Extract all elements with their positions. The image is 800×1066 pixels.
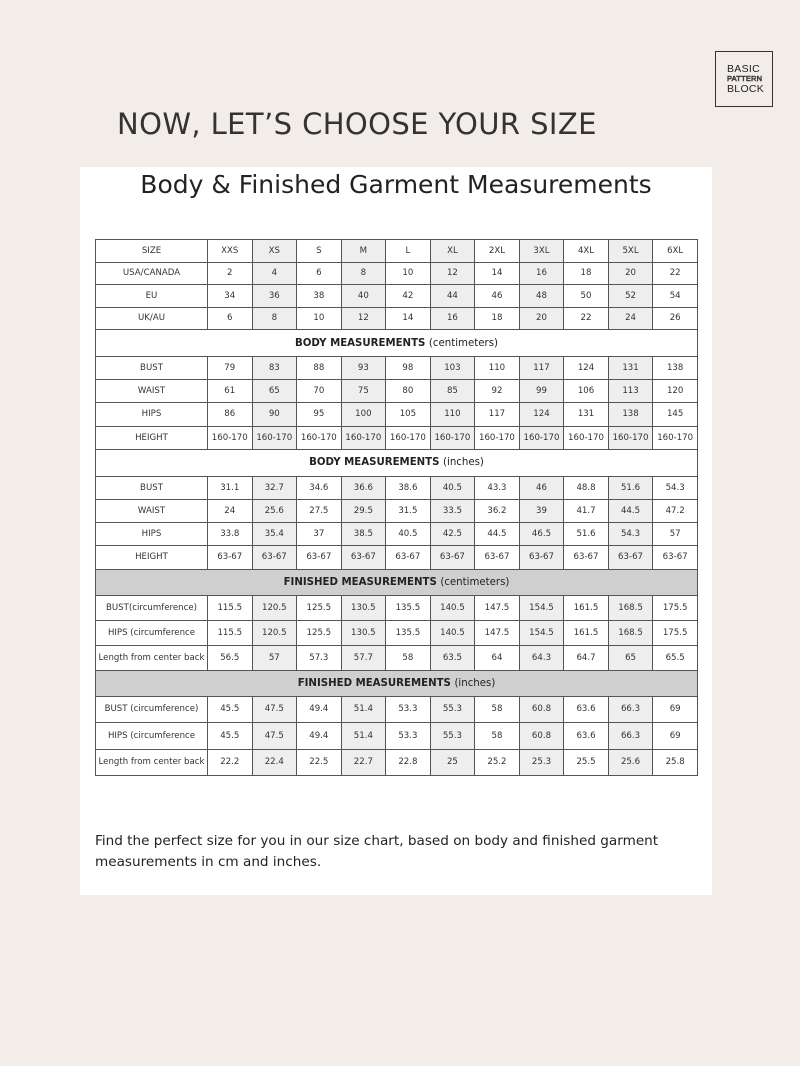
value-cell: 31.5 [386,499,431,522]
value-cell: 61 [208,380,253,403]
value-cell: 44.5 [475,523,520,546]
card-title: Body & Finished Garment Measurements [140,170,652,199]
row-label-cell: HIPS [96,523,208,546]
row-label-cell: SIZE [96,240,208,263]
value-cell: 93 [341,357,386,380]
value-cell: XXS [208,240,253,263]
value-cell: 47.2 [653,499,698,522]
value-cell: 135.5 [386,620,431,645]
value-cell: 100 [341,403,386,426]
value-cell: 42 [386,285,431,308]
value-cell: 57 [252,645,297,670]
value-cell: 85 [430,380,475,403]
value-cell: XS [252,240,297,263]
value-cell: 10 [297,307,342,330]
value-cell: 57.7 [341,645,386,670]
logo-line-2: PATTERN [727,74,763,84]
value-cell: 140.5 [430,595,475,620]
value-cell: 47.5 [252,723,297,750]
value-cell: 160-170 [653,426,698,449]
value-cell: 125.5 [297,595,342,620]
value-cell: 124 [564,357,609,380]
section-header [96,330,698,357]
value-cell: 58 [475,723,520,750]
value-cell: 63-67 [475,546,520,569]
section-unit: (inches) [454,677,496,689]
value-cell: 88 [297,357,342,380]
value-cell: 64 [475,645,520,670]
measurement-row [96,723,698,750]
value-cell: 86 [208,403,253,426]
value-cell: 3XL [519,240,564,263]
value-cell: 49.4 [297,696,342,723]
value-cell: 45.5 [208,723,253,750]
value-cell: 65 [608,645,653,670]
value-cell: 2 [208,262,253,285]
value-cell: 60.8 [519,696,564,723]
value-cell: 57 [653,523,698,546]
row-label-cell: BUST (circumference) [96,696,208,723]
measurement-row [96,476,698,499]
value-cell: 175.5 [653,620,698,645]
section-header [96,569,698,595]
value-cell: S [297,240,342,263]
section-unit: (centimeters) [440,576,510,588]
value-cell: 25 [430,749,475,776]
value-cell: 16 [519,262,564,285]
value-cell: 22 [564,307,609,330]
value-cell: 48 [519,285,564,308]
value-cell: 63-67 [341,546,386,569]
value-cell: 64.3 [519,645,564,670]
value-cell: 32.7 [252,476,297,499]
value-cell: 54.3 [608,523,653,546]
value-cell: 44 [430,285,475,308]
value-cell: 92 [475,380,520,403]
value-cell: 22 [653,262,698,285]
value-cell: 63-67 [519,546,564,569]
value-cell: 29.5 [341,499,386,522]
value-cell: 69 [653,723,698,750]
value-cell: XL [430,240,475,263]
value-cell: 120 [653,380,698,403]
row-label-cell: WAIST [96,499,208,522]
value-cell: 160-170 [297,426,342,449]
value-cell: 57.3 [297,645,342,670]
value-cell: 12 [341,307,386,330]
value-cell: 63-67 [252,546,297,569]
value-cell: 131 [564,403,609,426]
value-cell: 56.5 [208,645,253,670]
footer-description: Find the perfect size for you in our size chart, based on body and finished garment measurements in cm and inches. [95,833,659,870]
value-cell: 51.6 [564,523,609,546]
row-label-cell: HIPS (circumference [96,620,208,645]
measurement-row [96,595,698,620]
value-cell: 54 [653,285,698,308]
size-table-wrap [95,239,698,776]
section-title: BODY MEASUREMENTS [295,337,426,349]
measurement-row [96,403,698,426]
size-chart-card [80,167,712,895]
row-label-cell: HIPS [96,403,208,426]
measurement-row [96,523,698,546]
value-cell: 6 [208,307,253,330]
value-cell: 46 [475,285,520,308]
value-cell: 125.5 [297,620,342,645]
measurement-row [96,546,698,569]
value-cell: 36 [252,285,297,308]
value-cell: M [341,240,386,263]
section-title: FINISHED MEASUREMENTS [297,677,451,689]
row-label-cell: Length from center back [96,749,208,776]
value-cell: 40 [341,285,386,308]
value-cell: 63-67 [608,546,653,569]
value-cell: 48.8 [564,476,609,499]
measurement-row [96,645,698,670]
value-cell: 63-67 [386,546,431,569]
value-cell: 147.5 [475,620,520,645]
measurement-row [96,499,698,522]
value-cell: 51.4 [341,696,386,723]
value-cell: 110 [430,403,475,426]
value-cell: 31.1 [208,476,253,499]
value-cell: 38.5 [341,523,386,546]
value-cell: 53.3 [386,696,431,723]
value-cell: 20 [608,262,653,285]
value-cell: 34.6 [297,476,342,499]
value-cell: 39 [519,499,564,522]
value-cell: 117 [475,403,520,426]
value-cell: 25.5 [564,749,609,776]
value-cell: 131 [608,357,653,380]
brand-logo [715,51,773,107]
row-label-cell: HIPS (circumference [96,723,208,750]
value-cell: 49.4 [297,723,342,750]
page-headline: NOW, LET’S CHOOSE YOUR SIZE [117,107,597,141]
measurement-row [96,380,698,403]
value-cell: 115.5 [208,595,253,620]
row-label-cell: BUST [96,357,208,380]
value-cell: 16 [430,307,475,330]
section-unit: (inches) [443,457,484,469]
value-cell: 25.6 [608,749,653,776]
value-cell: 24 [208,499,253,522]
value-cell: 110 [475,357,520,380]
logo-line-1: BASIC [727,62,761,75]
value-cell: 160-170 [208,426,253,449]
value-cell: 160-170 [430,426,475,449]
value-cell: 55.3 [430,723,475,750]
value-cell: 75 [341,380,386,403]
row-label-cell: USA/CANADA [96,262,208,285]
value-cell: 53.3 [386,723,431,750]
value-cell: 12 [430,262,475,285]
value-cell: 2XL [475,240,520,263]
value-cell: 5XL [608,240,653,263]
value-cell: 38.6 [386,476,431,499]
value-cell: 4 [252,262,297,285]
value-cell: 117 [519,357,564,380]
value-cell: 160-170 [252,426,297,449]
value-cell: 22.2 [208,749,253,776]
value-cell: 99 [519,380,564,403]
value-cell: 161.5 [564,595,609,620]
value-cell: 37 [297,523,342,546]
value-cell: 63.6 [564,723,609,750]
value-cell: 138 [653,357,698,380]
value-cell: 69 [653,696,698,723]
value-cell: 154.5 [519,620,564,645]
section-header-row [96,670,698,696]
measurement-row [96,357,698,380]
value-cell: 66.3 [608,723,653,750]
value-cell: 140.5 [430,620,475,645]
value-cell: 115.5 [208,620,253,645]
row-label-cell: EU [96,285,208,308]
section-title: FINISHED MEASUREMENTS [283,576,437,588]
value-cell: 36.2 [475,499,520,522]
value-cell: 83 [252,357,297,380]
value-cell: 147.5 [475,595,520,620]
value-cell: 70 [297,380,342,403]
section-unit: (centimeters) [428,337,498,349]
value-cell: 168.5 [608,620,653,645]
value-cell: 63.5 [430,645,475,670]
value-cell: 161.5 [564,620,609,645]
value-cell: 8 [252,307,297,330]
row-label-cell: BUST(circumference) [96,595,208,620]
value-cell: 55.3 [430,696,475,723]
value-cell: 18 [564,262,609,285]
value-cell: 22.8 [386,749,431,776]
value-cell: 63-67 [208,546,253,569]
value-cell: 22.4 [252,749,297,776]
value-cell: 168.5 [608,595,653,620]
value-cell: 130.5 [341,595,386,620]
value-cell: 25.8 [653,749,698,776]
value-cell: 130.5 [341,620,386,645]
row-label-cell: BUST [96,476,208,499]
logo-line-3: BLOCK [727,82,765,95]
section-header-row [96,449,698,476]
value-cell: 120.5 [252,620,297,645]
value-cell: 54.3 [653,476,698,499]
value-cell: 42.5 [430,523,475,546]
value-cell: 160-170 [475,426,520,449]
value-cell: 63.6 [564,696,609,723]
row-label-cell: Length from center back [96,645,208,670]
value-cell: 26 [653,307,698,330]
value-cell: 79 [208,357,253,380]
value-cell: 41.7 [564,499,609,522]
value-cell: 64.7 [564,645,609,670]
value-cell: 63-67 [297,546,342,569]
value-cell: 65.5 [653,645,698,670]
value-cell: 160-170 [341,426,386,449]
value-cell: 98 [386,357,431,380]
value-cell: 50 [564,285,609,308]
value-cell: 113 [608,380,653,403]
value-cell: 46.5 [519,523,564,546]
value-cell: 25.2 [475,749,520,776]
value-cell: 47.5 [252,696,297,723]
value-cell: 124 [519,403,564,426]
value-cell: L [386,240,431,263]
value-cell: 40.5 [430,476,475,499]
value-cell: 90 [252,403,297,426]
value-cell: 4XL [564,240,609,263]
value-cell: 46 [519,476,564,499]
measurement-row [96,696,698,723]
value-cell: 135.5 [386,595,431,620]
value-cell: 103 [430,357,475,380]
value-cell: 8 [341,262,386,285]
value-cell: 138 [608,403,653,426]
value-cell: 160-170 [564,426,609,449]
section-header-row [96,330,698,357]
value-cell: 20 [519,307,564,330]
row-label-cell: HEIGHT [96,546,208,569]
value-cell: 6XL [653,240,698,263]
value-cell: 40.5 [386,523,431,546]
value-cell: 25.6 [252,499,297,522]
value-cell: 154.5 [519,595,564,620]
value-cell: 25.3 [519,749,564,776]
value-cell: 22.7 [341,749,386,776]
value-cell: 160-170 [519,426,564,449]
value-cell: 22.5 [297,749,342,776]
value-cell: 63-67 [653,546,698,569]
value-cell: 24 [608,307,653,330]
value-cell: 66.3 [608,696,653,723]
value-cell: 43.3 [475,476,520,499]
section-header-row [96,569,698,595]
row-label-cell: WAIST [96,380,208,403]
row-label-cell: HEIGHT [96,426,208,449]
value-cell: 38 [297,285,342,308]
value-cell: 60.8 [519,723,564,750]
value-cell: 33.8 [208,523,253,546]
measurement-row [96,749,698,776]
value-cell: 51.6 [608,476,653,499]
value-cell: 10 [386,262,431,285]
value-cell: 58 [386,645,431,670]
value-cell: 52 [608,285,653,308]
value-cell: 51.4 [341,723,386,750]
value-cell: 160-170 [608,426,653,449]
value-cell: 36.6 [341,476,386,499]
value-cell: 145 [653,403,698,426]
section-header [96,449,698,476]
value-cell: 65 [252,380,297,403]
value-cell: 14 [386,307,431,330]
value-cell: 105 [386,403,431,426]
value-cell: 63-67 [564,546,609,569]
size-table [95,239,698,776]
value-cell: 27.5 [297,499,342,522]
value-cell: 34 [208,285,253,308]
size-system-row [96,285,698,308]
value-cell: 35.4 [252,523,297,546]
measurement-row [96,426,698,449]
section-title: BODY MEASUREMENTS [309,457,440,469]
value-cell: 120.5 [252,595,297,620]
value-cell: 58 [475,696,520,723]
measurement-row [96,620,698,645]
value-cell: 63-67 [430,546,475,569]
section-header [96,670,698,696]
value-cell: 44.5 [608,499,653,522]
value-cell: 18 [475,307,520,330]
value-cell: 14 [475,262,520,285]
size-header-row [96,240,698,263]
size-system-row [96,307,698,330]
value-cell: 175.5 [653,595,698,620]
value-cell: 45.5 [208,696,253,723]
value-cell: 80 [386,380,431,403]
value-cell: 33.5 [430,499,475,522]
value-cell: 95 [297,403,342,426]
row-label-cell: UK/AU [96,307,208,330]
value-cell: 106 [564,380,609,403]
size-system-row [96,262,698,285]
value-cell: 160-170 [386,426,431,449]
value-cell: 6 [297,262,342,285]
